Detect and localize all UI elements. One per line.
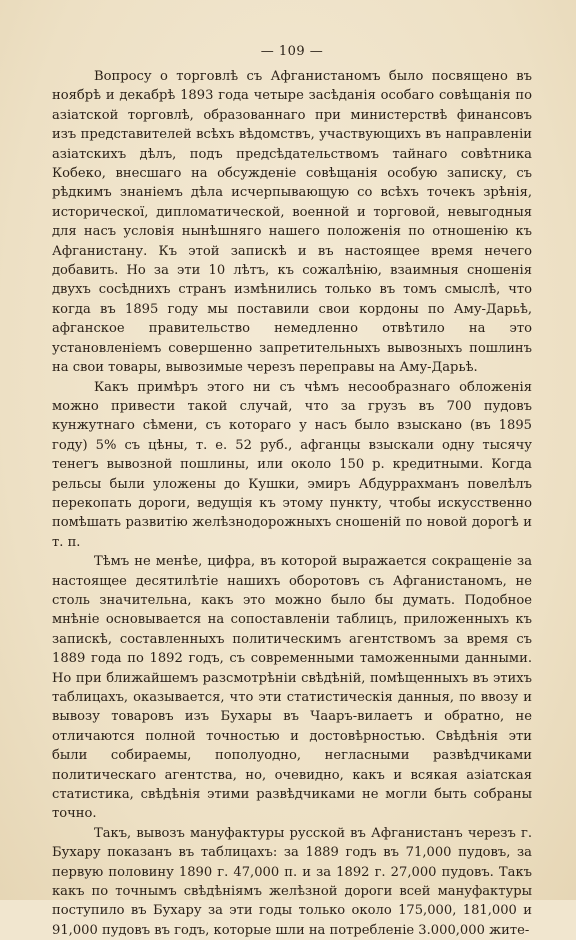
paragraph-2: Какъ примѣръ этого ни съ чѣмъ несообразнаго обложенія можно привести такой случай, что за грузъ въ 700 пудовъ кунжутнаго сѣмени, съ котораго у насъ было взыскано (въ 1895 году) 5% съ цѣны, т. е. 52 руб., афганцы взыскали одну тысячу тенегъ вывозной пошлины, или около 150 р. кредитными. Когда рельсы были уложены до Кушки, эмиръ Абдуррахманъ повелѣлъ перекопать дороги, ведущія къ этому пункту, чтобы искусственно помѣшать развитію желѣзнодорожныхъ сношеній по новой дорогѣ и т. п.	[52, 379, 532, 550]
paragraph-3: Тѣмъ не менѣе, цифра, въ которой выражается сокращеніе за настоящее десятилѣтіе нашихъ оборотовъ съ Афганистаномъ, не столь значительна, какъ это можно было бы думать. Подобное мнѣніе основывается на сопоставленіи таблицъ, приложенныхъ къ запискѣ, составленныхъ политическимъ агентствомъ за время съ 1889 года по 1892 годъ, съ современными таможенными данными. Но при ближайшемъ разсмотрѣніи свѣдѣній, помѣщенныхъ въ этихъ таблицахъ, оказывается, что эти статистическія данныя, по ввозу и вывозу товаровъ изъ Бухары въ Чааръ-вилаетъ и обратно, не отличаются полной точностью и достовѣрностью. Свѣдѣнія эти были собираемы, пополуодно, негласными развѣдчиками политическаго агентства, но, очевидно, какъ и всякая азіатская статистика, свѣдѣнія этими развѣдчиками не могли быть собраны точно.	[52, 554, 532, 822]
paragraph-1: Вопросу о торговлѣ съ Афганистаномъ было посвящено въ ноябрѣ и декабрѣ 1893 года четыре засѣданія особаго совѣщанія по азіатской торговлѣ, образованнаго при министерствѣ финансовъ изъ представителей всѣхъ вѣдомствъ, участвующихъ въ направленіи азіатскихъ дѣлъ, подъ предсѣдательствомъ тайнаго совѣтника Кобеко, внесшаго на обсужденіе совѣщанія особую записку, съ рѣдкимъ знаніемъ дѣла исчерпывающую со всѣхъ точекъ зрѣнія, историческої, дипломатической, военной и торговой, невыгодныя для насъ условія нынѣшняго нашего положенія по отношенію къ Афганистану. Къ этой запискѣ и въ настоящее время нечего добавить. Но за эти 10 лѣтъ, къ сожалѣнію, взаимныя сношенія двухъ сосѣднихъ странъ измѣнились только въ томъ смыслѣ, что когда въ 1895 году мы поставили свои кордоны по Аму-Дарьѣ, афганское правительство немедленно отвѣтило на это установленіемъ совершенно запретительныхъ вывозныхъ пошлинъ на свои товары, вывозимые черезъ переправы на Аму-Дарьѣ.	[52, 69, 532, 376]
paragraph-4: Такъ, вывозъ мануфактуры русской въ Афганистанъ черезъ г. Бухару показанъ въ таблицахъ: за 1889 годъ въ 71,000 пудовъ, за первую половину 1890 г. 47,000 п. и за 1892 г. 27,000 пудовъ. Такъ какъ по точнымъ свѣдѣніямъ желѣзной дороги всей мануфактуры поступило въ Бухару за эти годы только около 175,000, 181,000 и 91,000 пудовъ въ годъ, которые шли на потребленіе 3.000,000 жите-	[52, 825, 532, 938]
page-number: — 109 —	[260, 44, 324, 59]
